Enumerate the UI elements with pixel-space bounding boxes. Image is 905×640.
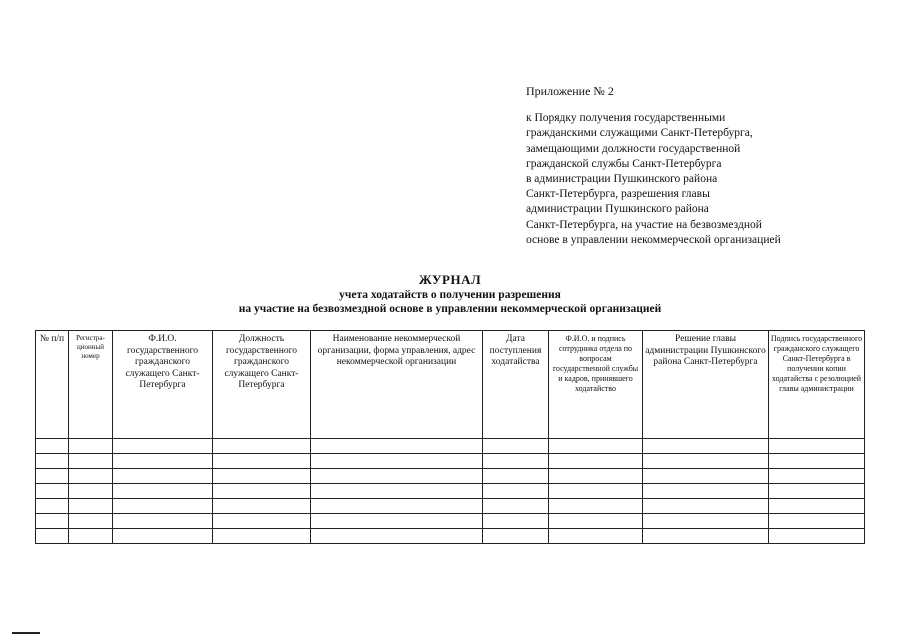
appendix-line: Санкт-Петербурга, на участие на безвозмездной [526, 218, 762, 231]
table-cell [643, 499, 769, 514]
table-row [36, 484, 865, 499]
table-cell [311, 499, 483, 514]
table-cell [213, 439, 311, 454]
table-cell [549, 469, 643, 484]
table-cell [549, 439, 643, 454]
col-header-employee-name: Ф.И.О. государственного гражданского служащего Санкт-Петербурга [113, 331, 213, 439]
table-cell [643, 529, 769, 544]
table-cell [36, 454, 69, 469]
table-cell [113, 514, 213, 529]
col-header-position: Должность государственного гражданского служащего Санкт-Петербурга [213, 331, 311, 439]
journal-table [35, 330, 865, 544]
table-cell [483, 514, 549, 529]
table-cell [36, 484, 69, 499]
appendix-title: Приложение № 2 [526, 84, 614, 98]
col-header-hr-signature: Ф.И.О. и подпись сотрудника отдела по вопросам государственной службы и кадров, принявшего ходатайство [549, 331, 643, 439]
col-header-employee-signature: Подпись государственного гражданского служащего Санкт-Петербурга в получении копии ходатайства с резолюцией главы администрации [769, 331, 865, 439]
col-header-number: № п/п [36, 331, 69, 439]
appendix-line: в администрации Пушкинского района [526, 173, 718, 186]
table-cell [643, 439, 769, 454]
col-header-date: Дата поступления ходатайства [483, 331, 549, 439]
journal-heading [150, 272, 750, 316]
table-row [36, 529, 865, 544]
table-cell [549, 514, 643, 529]
table-cell [311, 454, 483, 469]
table-cell [113, 454, 213, 469]
journal-subtitle-line-1: учета ходатайств о получении разрешения [339, 289, 561, 301]
table-cell [113, 439, 213, 454]
journal-title: ЖУРНАЛ [418, 272, 482, 287]
table-cell [483, 499, 549, 514]
table-cell [213, 529, 311, 544]
appendix-line: основе в управлении некоммерческой организацией [526, 233, 781, 246]
table-row [36, 499, 865, 514]
table-cell [769, 439, 865, 454]
table-cell [311, 439, 483, 454]
appendix-line: к Порядку получения государственными [526, 112, 726, 125]
table-cell [213, 484, 311, 499]
table-cell [113, 499, 213, 514]
table-cell [643, 469, 769, 484]
table-cell [769, 469, 865, 484]
table-cell [213, 514, 311, 529]
table-cell [311, 469, 483, 484]
table-cell [213, 454, 311, 469]
appendix-line: замещающими должности государственной [526, 142, 741, 155]
table-cell [36, 469, 69, 484]
table-cell [769, 454, 865, 469]
table-cell [769, 514, 865, 529]
table-cell [36, 514, 69, 529]
col-header-decision: Решение главы администрации Пушкинского района Санкт-Петербурга [643, 331, 769, 439]
table-cell [769, 529, 865, 544]
appendix-line: Санкт-Петербурга, разрешения главы [526, 188, 710, 201]
table-cell [213, 499, 311, 514]
col-header-organization: Наименование некоммерческой организации, форма управления, адрес некоммерческой организации [311, 331, 483, 439]
table-cell [69, 454, 113, 469]
table-cell [549, 454, 643, 469]
col-header-reg-number: Регистра-ционный номер [69, 331, 113, 439]
table-cell [311, 484, 483, 499]
table-cell [549, 499, 643, 514]
table-cell [549, 529, 643, 544]
table-cell [36, 529, 69, 544]
table-cell [643, 514, 769, 529]
table-cell [311, 529, 483, 544]
table-cell [483, 469, 549, 484]
scan-edge-mark [12, 632, 40, 634]
table-cell [769, 499, 865, 514]
table-cell [769, 484, 865, 499]
table-cell [36, 499, 69, 514]
table-row [36, 469, 865, 484]
table-row [36, 454, 865, 469]
appendix-line: гражданскими служащими Санкт-Петербурга, [526, 127, 753, 140]
table-cell [69, 469, 113, 484]
table-cell [113, 484, 213, 499]
journal-subtitle-line-2: на участие на безвозмездной основе в управлении некоммерческой организацией [238, 303, 662, 315]
table-cell [113, 469, 213, 484]
table-cell [483, 439, 549, 454]
appendix-line: администрации Пушкинского района [526, 203, 709, 216]
table-cell [483, 454, 549, 469]
table-cell [483, 529, 549, 544]
table-body [36, 439, 865, 544]
table-cell [36, 439, 69, 454]
appendix-line: гражданской службы Санкт-Петербурга [526, 157, 722, 170]
table-header-row [36, 331, 865, 439]
table-row [36, 439, 865, 454]
table-cell [643, 454, 769, 469]
table-cell [69, 499, 113, 514]
table-cell [643, 484, 769, 499]
table-cell [213, 469, 311, 484]
table-cell [69, 439, 113, 454]
table-cell [69, 529, 113, 544]
table-cell [483, 484, 549, 499]
appendix-block [526, 84, 866, 248]
table-cell [69, 484, 113, 499]
table-cell [69, 514, 113, 529]
table-cell [311, 514, 483, 529]
table-row [36, 514, 865, 529]
table-cell [549, 484, 643, 499]
table-cell [113, 529, 213, 544]
